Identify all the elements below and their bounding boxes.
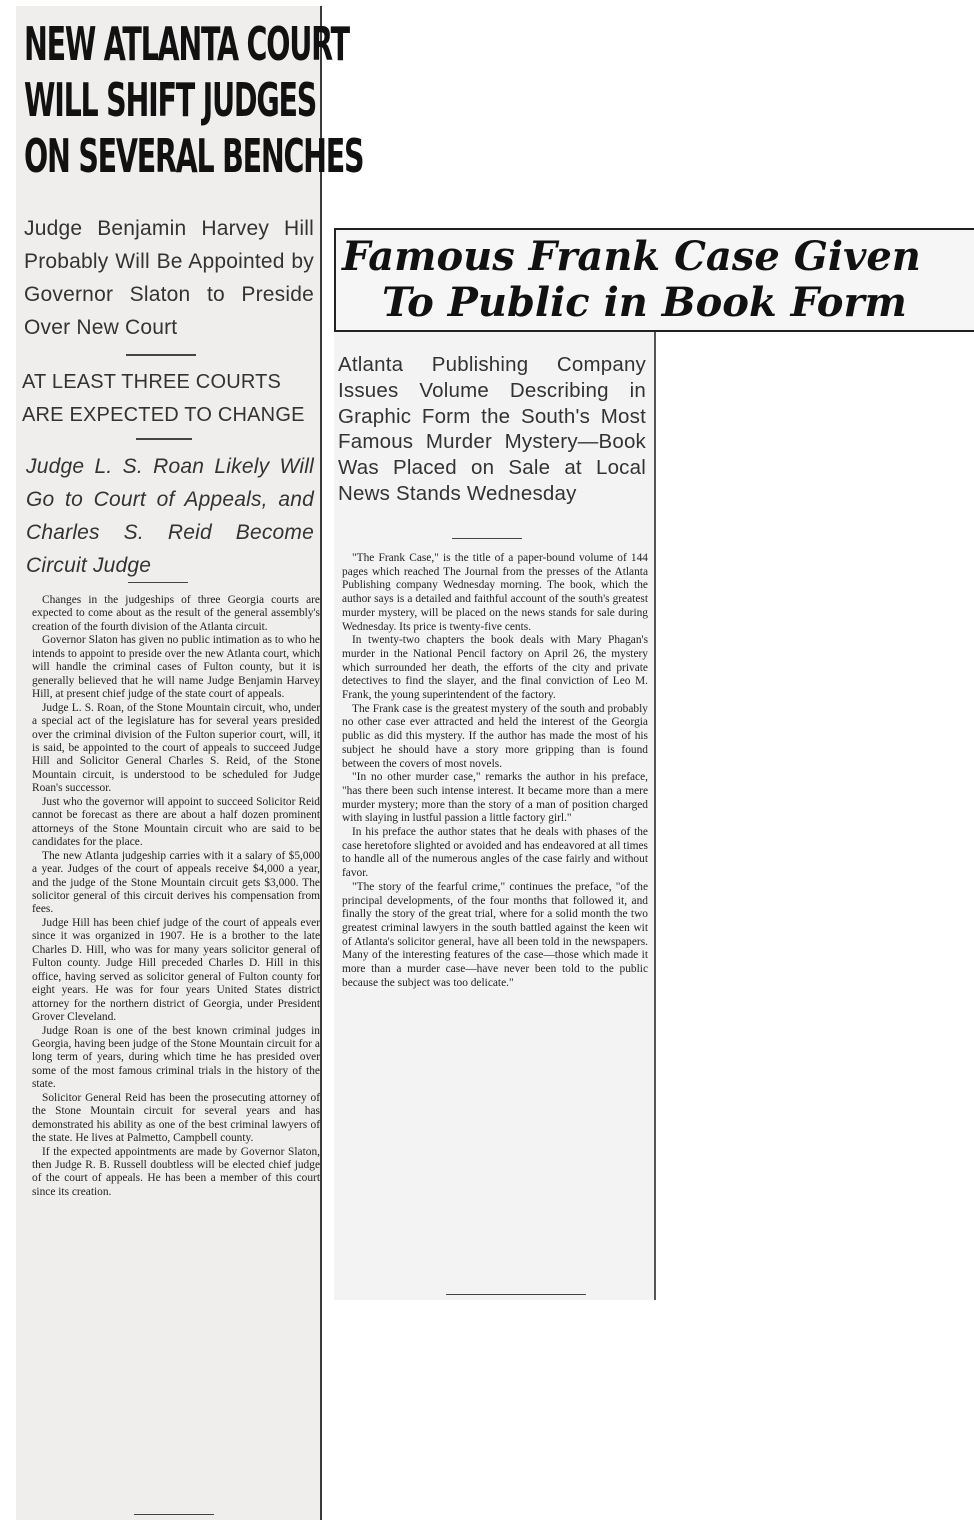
left-headline-line: WILL SHIFT JUDGES: [24, 73, 317, 127]
paragraph: "The story of the fearful crime," continues the preface, "of the principal developments, of the four months that followed it, and finally the story of the great trial, where for a solid month the two greatest criminal lawyers in the south battled against the keen wit of Atlanta's solicitor general, have all been told in the newspapers. Many of the interesting features of the case—those which made it more than a murder case—have never been told to the public because the subject was too delicate.": [342, 880, 648, 989]
right-article: [334, 332, 656, 1300]
paragraph: In his preface the author states that he deals with phases of the case heretofore slighted or avoided and has endeavored at all times to handle all of the numerous angles of the case fairly and without favor.: [342, 826, 648, 880]
right-headline-box: [334, 228, 974, 332]
right-headline-line: Famous Frank Case Given: [342, 233, 921, 280]
paragraph: The Frank case is the greatest mystery of the south and probably no other case ever attracted and held the interest of the Georgia public as did this mystery. If the author has made the most of his subject he should have a story more gripping than is found between the covers of most novels.: [342, 702, 648, 770]
paragraph: Changes in the judgeships of three Georgia courts are expected to come about as the result of the general assembly's creation of the fourth division of the Atlanta circuit.: [32, 594, 320, 633]
left-body: [32, 594, 320, 1199]
paragraph: "The Frank Case," is the title of a paper-bound volume of 144 pages which reached The Journal from the presses of the Atlanta Publishing company Wednesday morning. The book, which the author says is a detailed and faithful account of the south's greatest murder mystery, will be placed on the news stands for sale during Wednesday. Its price is twenty-five cents.: [342, 552, 648, 633]
divider: [452, 538, 522, 539]
end-rule: [446, 1294, 586, 1295]
paragraph: Governor Slaton has given no public intimation as to who he intends to appoint to preside over the new Atlanta court, which will handle the criminal cases of Fulton county, but it is generally believed that he will name Judge Benjamin Harvey Hill, at present chief judge of the state court of appeals.: [32, 634, 320, 701]
paragraph: Just who the governor will appoint to succeed Solicitor Reid cannot be forecast as there are about a half dozen prominent attorneys of the Stone Mountain circuit who are said to be candidates for the place.: [32, 795, 320, 849]
left-subdeck-3: Judge L. S. Roan Likely Will Go to Court of Appeals, and Charles S. Reid Become Circuit Judge: [26, 455, 314, 577]
divider: [128, 582, 188, 583]
paragraph: Judge Roan is one of the best known criminal judges in Georgia, having been judge of the Stone Mountain circuit for a long term of years, during which time he has presided over some of the most famous criminal trials in the history of the state.: [32, 1024, 320, 1091]
paragraph: Solicitor General Reid has been the prosecuting attorney of the Stone Mountain circuit for several years and has demonstrated his ability as one of the best criminal lawyers of the state. He lives at Palmetto, Campbell county.: [32, 1091, 320, 1145]
paragraph: "In no other murder case," remarks the author in his preface, "has there been such intense interest. It became more than a mere murder mystery; more than the story of a man of position charged with slaying in lustful passion a little factory girl.": [342, 771, 648, 825]
paragraph: The new Atlanta judgeship carries with it a salary of $5,000 a year. Judges of the court of appeals receive $4,000 a year, and the judge of the Stone Mountain circuit gets $3,000. The solicitor general of this circuit derives his compensation from fees.: [32, 849, 320, 916]
paragraph: Judge L. S. Roan, of the Stone Mountain circuit, who, under a special act of the legislature has for several years presided over the criminal division of the Fulton superior court, will, it is said, be appointed to the court of appeals to succeed Judge Hill and Solicitor General Charles S. Reid, of the Stone Mountain circuit, is understood to be scheduled for Judge Roan's successor.: [32, 701, 320, 795]
right-headline-line: To Public in Book Form: [382, 279, 907, 326]
paragraph: In twenty-two chapters the book deals with Mary Phagan's murder in the National Pencil factory on April 26, the mystery which surrounded her death, the efforts of the city and private detectives to find the slayer, and the final conviction of Leo M. Frank, the young superintendent of the factory.: [342, 634, 648, 702]
right-deck: Atlanta Publishing Company Issues Volume Describing in Graphic Form the South's Most Famous Murder Mystery—Book Was Placed on Sale at Local News Stands Wednesday: [338, 353, 646, 505]
end-rule: [134, 1514, 214, 1515]
left-headline-line: ON SEVERAL BENCHES: [24, 129, 364, 183]
right-body: [342, 552, 648, 991]
paragraph: If the expected appointments are made by Governor Slaton, then Judge R. B. Russell doubtless will be elected chief judge of the court of appeals. He has been a member of this court since its creation.: [32, 1145, 320, 1198]
left-subdeck-2: AT LEAST THREE COURTS ARE EXPECTED TO CHANGE: [22, 371, 305, 426]
left-headline-line: NEW ATLANTA COURT: [24, 17, 349, 71]
divider: [136, 438, 192, 440]
divider: [126, 354, 196, 356]
left-subdeck-1: Judge Benjamin Harvey Hill Probably Will Be Appointed by Governor Slaton to Preside Over New Court: [24, 217, 314, 339]
right-headline: [342, 234, 972, 326]
left-article: [16, 6, 364, 1520]
paragraph: Judge Hill has been chief judge of the court of appeals ever since it was organized in 1907. He is a brother to the late Charles D. Hill, who was for many years solicitor general of Fulton county. Judge Hill preceded Charles D. Hill in this office, having served as solicitor general of Fulton county for eight years. He was for four years United States district attorney for the northern district of Georgia, under President Grover Cleveland.: [32, 916, 320, 1024]
left-headline: [24, 16, 364, 184]
